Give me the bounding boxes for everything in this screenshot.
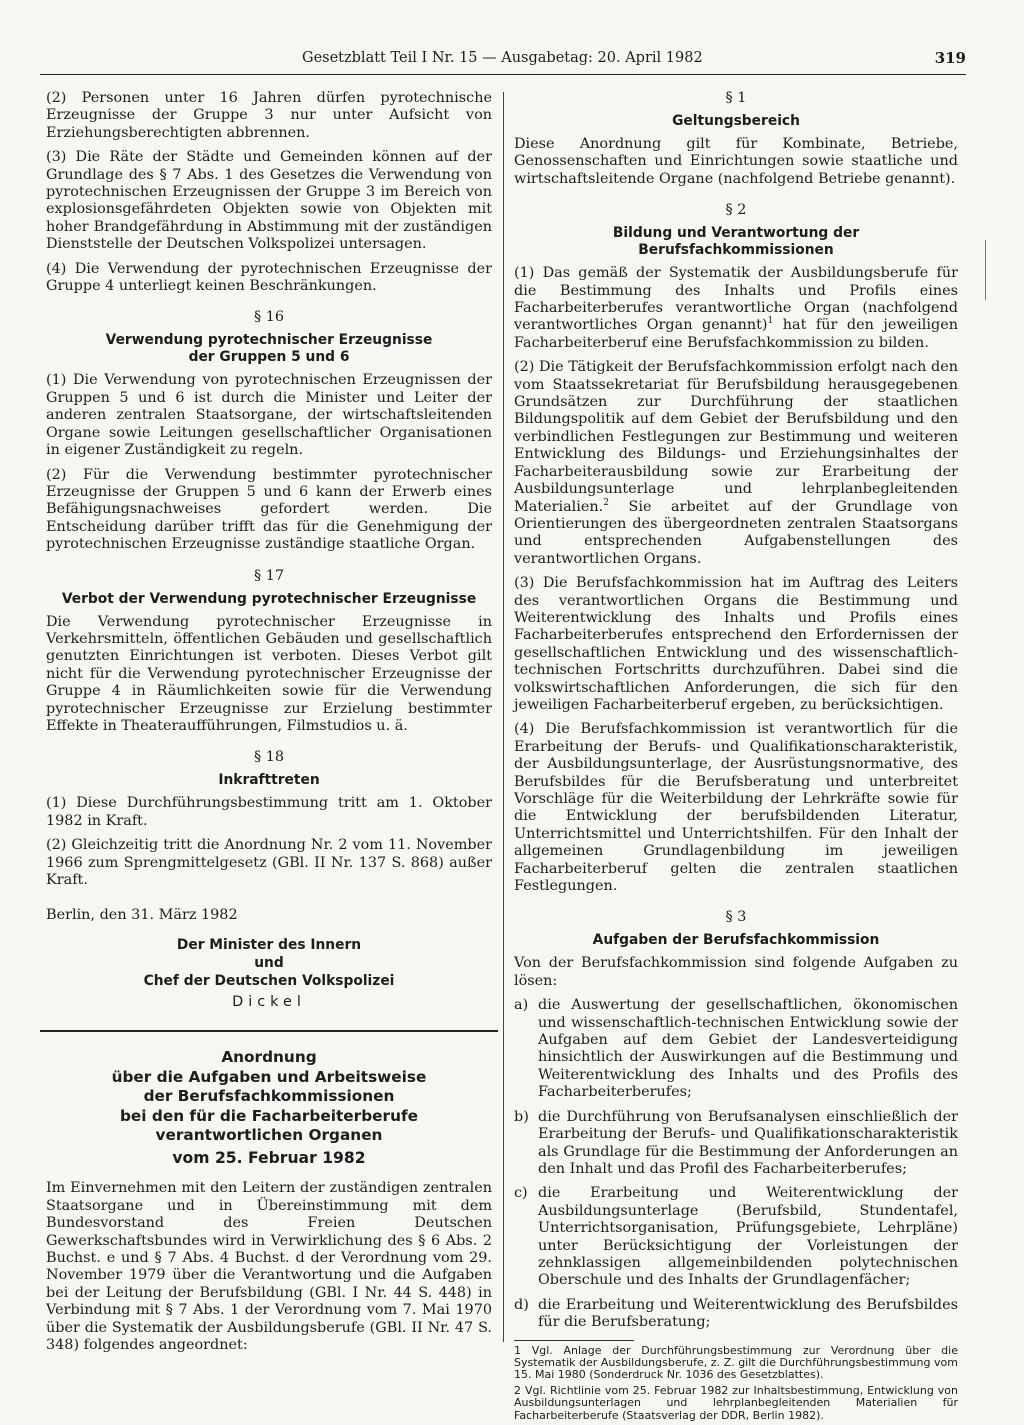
signature-name: Dickel (232, 994, 306, 1011)
minister-line-2: und (254, 955, 284, 972)
section-16-title (46, 332, 492, 366)
minister-block (46, 936, 492, 990)
margin-mark (985, 240, 986, 300)
footnote-ref-2: 2 (603, 497, 609, 508)
section-3-number: § 3 (725, 909, 747, 926)
paragraph-15-3: (3) Die Räte der Städte und Gemeinden können auf der Grundlage des § 7 Abs. 1 des Gesetzes die Verwendung von pyrotechnischen Erzeugnissen der Gruppe 3 im Bereich von explosionsgefährdeten Objekten sowie von Objekten mit hoher Brandgefährdung in Abstimmung mit der zuständigen Dienststelle der Deutschen Volkspolizei untersagen. (46, 149, 492, 253)
task-text: die Erarbeitung und Weiterentwicklung der Ausbildungsunterlage (Berufsbild, Stundentafel, Unterrichtsorganisation, Prüfungsgebiete, Lehrpläne) unter Berücksichtigung der Vorleistungen der zehnklassigen allgemeinbildenden polytechnischen Oberschule und des Inhalts der Grundlagenfächer; (538, 1185, 958, 1289)
section-17-number: § 17 (253, 567, 285, 584)
page-number: 319 (934, 49, 966, 67)
task-marker: d) (514, 1296, 529, 1313)
section-separator (40, 1030, 498, 1032)
paragraph-2-2-text-b: Sie arbeitet auf der Grundlage von Orientierungen des übergeordneten zentralen Staatsorgans und entsprechenden Aufgabenstellungen des verantwortlichen Organs. (514, 498, 958, 567)
footnote-2: 2 Vgl. Richtlinie vom 25. Februar 1982 zur Inhaltsbestimmung, Entwicklung von Ausbildungsunterlagen und lehrplanbegleitenden Materialien für Facharbeiterberufe (Staatsverlag der DDR, Berlin 1982). (514, 1383, 958, 1422)
paragraph-2-2 (514, 359, 958, 568)
section-18-title: Inkrafttreten (218, 772, 320, 789)
page-header (40, 48, 966, 75)
task-text: die Erarbeitung und Weiterentwicklung des Berufsbildes für die Berufsberatung; (538, 1296, 958, 1331)
section-16-title-line-1: Verwendung pyrotechnischer Erzeugnisse (105, 332, 433, 349)
paragraph-2-2-text-a: (2) Die Tätigkeit der Berufsfachkommission erfolgt nach den vom Staatssekretariat für Berufsbildung herausgegebenen Grundsätzen zur Durchführung der staatlichen Bildungspolitik auf dem Gebiet der Berufsbildung und den verbindlichen Festlegungen zur Bestimmung und weiteren Entwicklung des Bildungs- und Erziehungsinhaltes der Facharbeiterausbildung sowie zur Erarbeitung der Ausbildungsunterlage und lehrplanbegleitenden Materialien. (514, 359, 958, 515)
place-date: Berlin, den 31. März 1982 (46, 907, 238, 924)
decree-title-line-2: über die Aufgaben und Arbeitsweise (111, 1067, 427, 1086)
paragraph-18-2: (2) Gleichzeitig tritt die Anordnung Nr. 2 vom 11. November 1966 zum Sprengmittelgesetz (GBl. II Nr. 137 S. 868) außer Kraft. (46, 837, 492, 888)
task-marker: c) (514, 1185, 528, 1202)
task-text: die Durchführung von Berufsanalysen einschließlich der Erarbeitung der Berufs- und Qualifikationscharakteristik als Grundlage für die Bestimmung der Anforderungen an den Inhalt und das Profil des Facharbeiterberufes; (538, 1108, 958, 1177)
right-column (514, 90, 958, 1425)
section-2-title: Bildung und Verantwortung der Berufsfachkommissionen (612, 225, 860, 259)
paragraph-3-intro: Von der Berufsfachkommission sind folgende Aufgaben zu lösen: (514, 955, 958, 989)
task-list (514, 997, 958, 1331)
decree-title-line-3: der Berufsfachkommissionen (143, 1087, 395, 1106)
paragraph-16-2: (2) Für die Verwendung bestimmter pyrotechnischer Erzeugnisse der Gruppen 5 und 6 kann der Erwerb eines Befähigungsnachweises gefordert werden. Die Entscheidung darüber trifft das für die Genehmigung der pyrotechnischen Erzeugnisse zuständige staatliche Organ. (46, 466, 492, 553)
column-divider (503, 92, 504, 1342)
task-item (514, 997, 958, 1101)
section-1-number: § 1 (725, 90, 747, 106)
section-1-title: Geltungsbereich (672, 113, 800, 129)
paragraph-15-4: (4) Die Verwendung der pyrotechnischen Erzeugnisse der Gruppe 4 unterliegt keinen Beschränkungen. (46, 260, 492, 295)
paragraph-2-1-text-b: hat für den jeweiligen Facharbeiterberuf eine Berufsfachkommission zu bilden. (514, 317, 958, 351)
minister-line-3: Chef der Deutschen Volkspolizei (143, 973, 395, 990)
left-column (46, 90, 492, 1361)
task-marker: a) (514, 997, 529, 1014)
task-text: die Auswertung der gesellschaftlichen, ökonomischen und wissenschaftlich-technischen Entwicklung sowie der Aufgaben auf dem Gebiet der Landesverteidigung hinsichtlich der Auswirkungen auf die Bestimmung und Weiterentwicklung des Inhalts und des Profils des Facharbeiterberufes; (538, 997, 958, 1101)
paragraph-2-4: (4) Die Berufsfachkommission ist verantwortlich für die Erarbeitung der Berufs- und Qualifikationscharakteristik, der Ausbildungsunterlage, der Ausrüstungsnormative, des Berufsbildes für die Berufsberatung und unterbreitet Vorschläge für die Weiterbildung der Lehrkräfte sowie für die Entwicklung der berufsbildenden Literatur, Unterrichtsmittel und Unterrichtshilfen. Für den Inhalt der allgemeinen Grundlagenbildung im jeweiligen Facharbeiterberuf gelten die zentralen staatlichen Festlegungen. (514, 721, 958, 895)
section-17-title: Verbot der Verwendung pyrotechnischer Erzeugnisse (61, 590, 477, 607)
section-18-number: § 18 (253, 749, 285, 766)
footnote-separator (514, 1340, 634, 1341)
section-16-number: § 16 (253, 309, 285, 326)
paragraph-2-1-text-a: (1) Das gemäß der Systematik der Ausbildungsberufe für die Bestimmung des Inhalts und Profils eines Facharbeiterberufes verantwortliche Organ (nachfolgend verantwortliches Organ genannt) (514, 265, 958, 334)
decree-title-line-4: bei den für die Facharbeiterberufe (119, 1106, 419, 1125)
decree-date: vom 25. Februar 1982 (172, 1148, 366, 1167)
paragraph-15-2: (2) Personen unter 16 Jahren dürfen pyrotechnische Erzeugnisse der Gruppe 3 nur unter Aufsicht von Erziehungsberechtigten abbrennen. (46, 90, 492, 141)
decree-title (46, 1048, 492, 1168)
task-item (514, 1185, 958, 1289)
paragraph-17: Die Verwendung pyrotechnischer Erzeugnisse in Verkehrsmitteln, öffentlichen Gebäuden und gesellschaftlich genutzten Einrichtungen ist verboten. Dieses Verbot gilt nicht für die Verwendung pyrotechnischer Erzeugnisse der Gruppe 4 in Räumlichkeiten sowie für die Verwendung pyrotechnischer Erzeugnisse zur Erzielung bestimmter Effekte in Theateraufführungen, Filmstudios u. ä. (46, 613, 492, 734)
paragraph-2-1 (514, 265, 958, 352)
paragraph-16-1: (1) Die Verwendung von pyrotechnischen Erzeugnissen der Gruppen 5 und 6 ist durch die Minister und Leiter der anderen zentralen Staatsorgane, der wirtschaftsleitenden Organe sowie Leitungen gesellschaftlicher Organisationen in eigener Zuständigkeit zu regeln. (46, 372, 492, 459)
task-item (514, 1297, 958, 1332)
footnote-ref-1: 1 (767, 316, 774, 327)
decree-preamble: Im Einvernehmen mit den Leitern der zuständigen zentralen Staatsorgane und in Übereinstimmung mit dem Bundesvorstand des Freien Deutschen Gewerkschaftsbundes wird in Verwirklichung des § 6 Abs. 2 Buchst. e und § 7 Abs. 4 Buchst. d der Verordnung vom 29. November 1979 über die Verantwortung und die Aufgaben bei der Leitung der Berufsbildung (GBl. I Nr. 44 S. 448) in Verbindung mit § 7 Abs. 1 der Verordnung vom 7. Mai 1970 über die Systematik der Ausbildungsberufe (GBl. II Nr. 47 S. 348) folgendes angeordnet: (46, 1180, 492, 1354)
decree-title-line-1: Anordnung (221, 1048, 317, 1067)
section-16-title-line-2: der Gruppen 5 und 6 (188, 349, 350, 366)
paragraph-18-1: (1) Diese Durchführungsbestimmung tritt am 1. Oktober 1982 in Kraft. (46, 795, 492, 829)
running-title: Gesetzblatt Teil I Nr. 15 — Ausgabetag: 20. April 1982 (302, 50, 703, 66)
task-item (514, 1109, 958, 1179)
section-3-title: Aufgaben der Berufsfachkommission (592, 932, 880, 949)
paragraph-2-3: (3) Die Berufsfachkommission hat im Auftrag des Leiters des verantwortlichen Organs die Bestimmung und Weiterentwicklung des Inhalts und Profils eines Facharbeiterberufes entsprechend den Erfordernissen der gesellschaftlichen Entwicklung und des wissenschaftlich-technischen Fortschritts durchzuführen. Dabei sind die volkswirtschaftlichen Anforderungen, die sich für den jeweiligen Facharbeiterberuf ergeben, zu berücksichtigen. (514, 575, 958, 713)
task-marker: b) (514, 1108, 529, 1125)
footnote-1: 1 Vgl. Anlage der Durchführungsbestimmung zur Verordnung über die Systematik der Ausbildungsberufe, z. Z. gilt die Durchführungsbestimmung vom 15. Mai 1980 (Sonderdruck Nr. 1036 des Gesetzblattes). (514, 1343, 958, 1382)
minister-line-1: Der Minister des Innern (176, 937, 362, 954)
section-2-number: § 2 (725, 202, 747, 219)
paragraph-1: Diese Anordnung gilt für Kombinate, Betriebe, Genossenschaften und Einrichtungen sowie staatliche und wirtschaftsleitende Organe (nachfolgend Betriebe genannt). (514, 136, 958, 187)
decree-title-line-5: verantwortlichen Organen (155, 1126, 383, 1145)
